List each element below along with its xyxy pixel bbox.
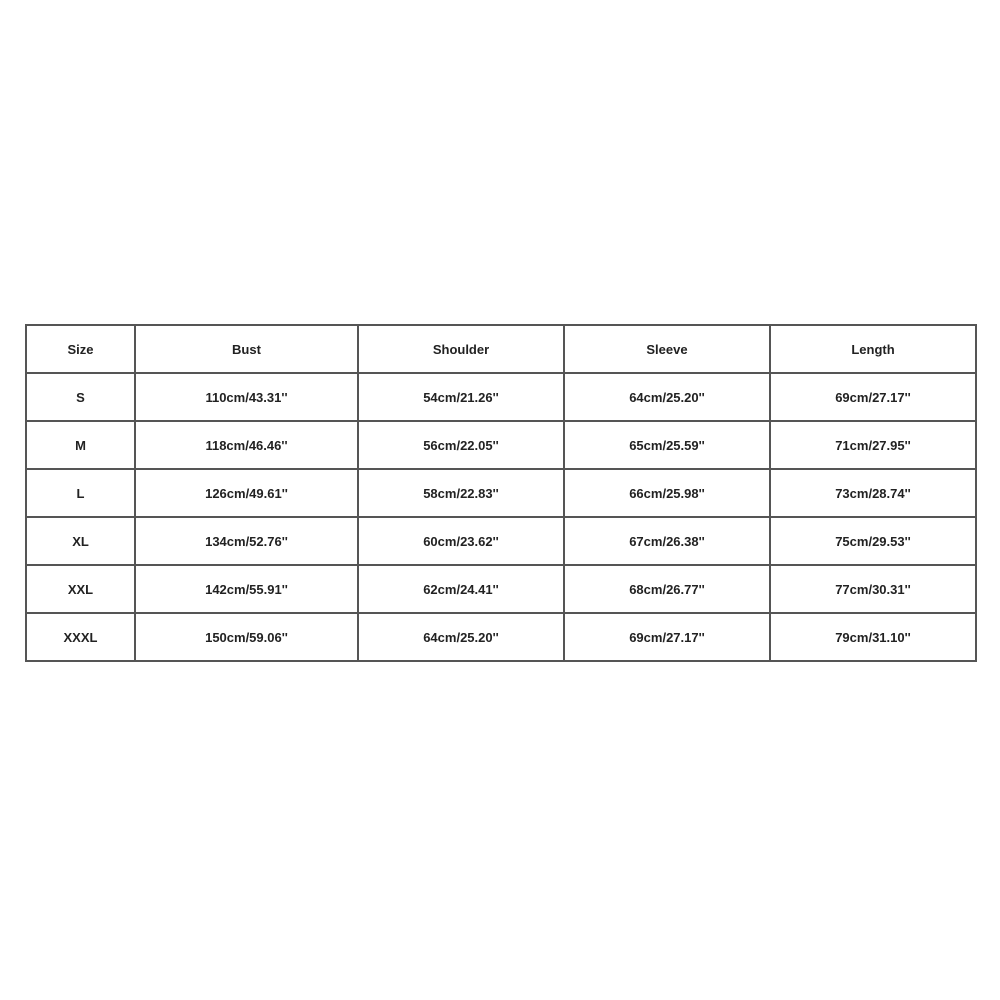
cell-size: L [26, 469, 135, 517]
cell-bust: 150cm/59.06'' [135, 613, 358, 661]
header-shoulder: Shoulder [358, 325, 564, 373]
cell-length: 79cm/31.10'' [770, 613, 976, 661]
cell-shoulder: 54cm/21.26'' [358, 373, 564, 421]
cell-length: 75cm/29.53'' [770, 517, 976, 565]
header-bust: Bust [135, 325, 358, 373]
cell-size: XXXL [26, 613, 135, 661]
cell-sleeve: 67cm/26.38'' [564, 517, 770, 565]
cell-length: 69cm/27.17'' [770, 373, 976, 421]
cell-length: 73cm/28.74'' [770, 469, 976, 517]
cell-length: 71cm/27.95'' [770, 421, 976, 469]
cell-shoulder: 64cm/25.20'' [358, 613, 564, 661]
cell-size: XXL [26, 565, 135, 613]
cell-sleeve: 64cm/25.20'' [564, 373, 770, 421]
table-row [26, 565, 976, 613]
table-row [26, 517, 976, 565]
table-header-row [26, 325, 976, 373]
header-length: Length [770, 325, 976, 373]
cell-size: S [26, 373, 135, 421]
size-chart-table [25, 324, 977, 662]
cell-bust: 142cm/55.91'' [135, 565, 358, 613]
cell-bust: 134cm/52.76'' [135, 517, 358, 565]
cell-shoulder: 60cm/23.62'' [358, 517, 564, 565]
header-size: Size [26, 325, 135, 373]
table-row [26, 421, 976, 469]
table-row [26, 469, 976, 517]
cell-bust: 126cm/49.61'' [135, 469, 358, 517]
table-row [26, 613, 976, 661]
cell-size: XL [26, 517, 135, 565]
cell-sleeve: 69cm/27.17'' [564, 613, 770, 661]
cell-sleeve: 65cm/25.59'' [564, 421, 770, 469]
cell-size: M [26, 421, 135, 469]
header-sleeve: Sleeve [564, 325, 770, 373]
cell-shoulder: 56cm/22.05'' [358, 421, 564, 469]
cell-sleeve: 68cm/26.77'' [564, 565, 770, 613]
cell-sleeve: 66cm/25.98'' [564, 469, 770, 517]
cell-shoulder: 58cm/22.83'' [358, 469, 564, 517]
cell-bust: 110cm/43.31'' [135, 373, 358, 421]
table-row [26, 373, 976, 421]
cell-shoulder: 62cm/24.41'' [358, 565, 564, 613]
cell-bust: 118cm/46.46'' [135, 421, 358, 469]
cell-length: 77cm/30.31'' [770, 565, 976, 613]
